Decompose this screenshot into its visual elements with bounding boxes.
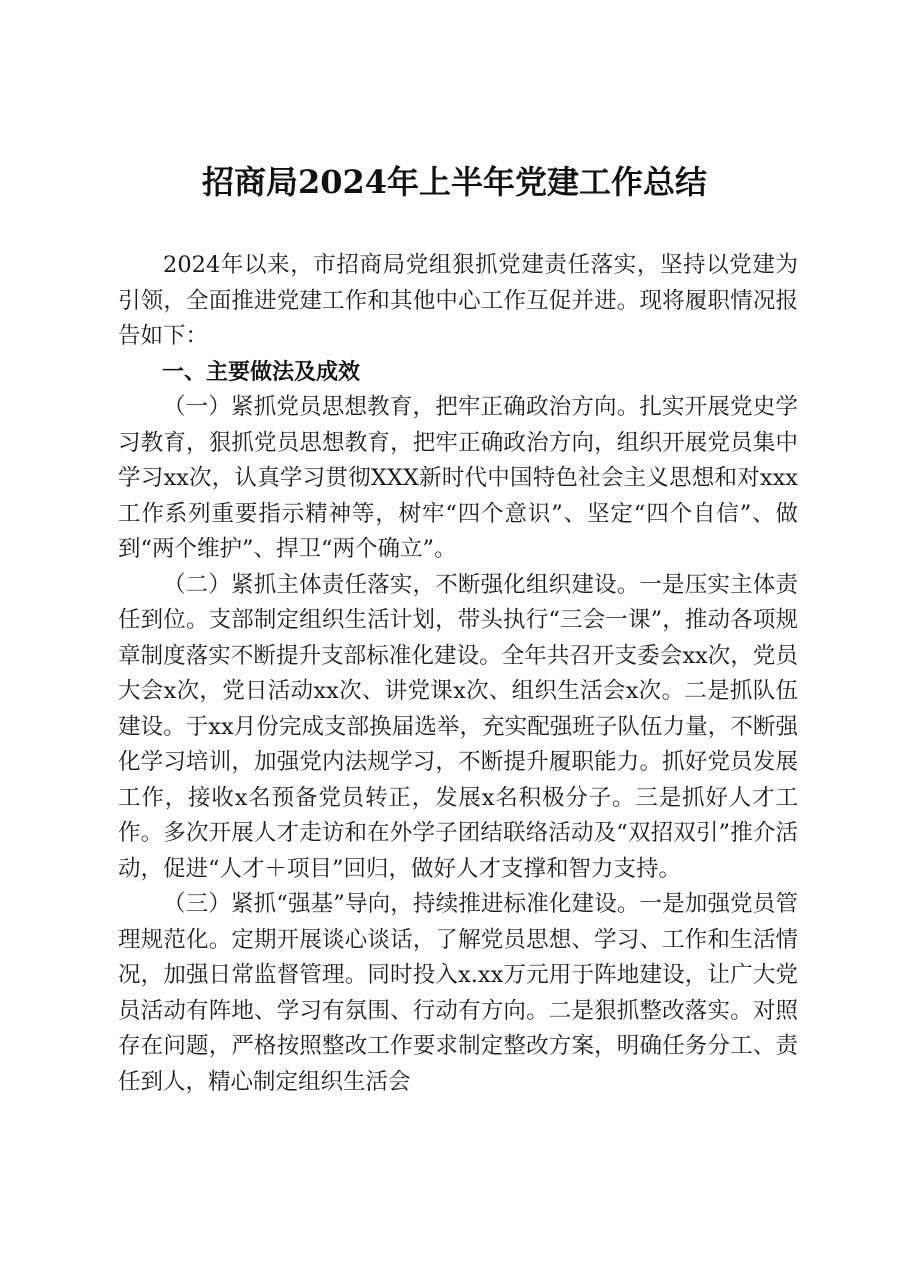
section-heading: 一、主要做法及成效 — [162, 359, 361, 385]
intro-paragraph: 2024年以来，市招商局党组狠抓党建责任落实，坚持以党建为引领，全面推进党建工作和其他中心工作互促并进。现将履职情况报告如下： — [118, 252, 798, 349]
body-paragraph: （一）紧抓党员思想教育，把牢正确政治方向。扎实开展党史学习教育，狠抓党员思想教育，把牢正确政治方向，组织开展党员集中学习xx次，认真学习贯彻XXX新时代中国特色社会主义思想和对xxx工作系列重要指示精神等，树牢“四个意识”、坚定“四个自信”、做到“两个维护”、捍卫“两个确立”。 — [118, 394, 798, 562]
body-paragraph: （二）紧抓主体责任落实，不断强化组织建设。一是压实主体责任到位。支部制定组织生活计划，带头执行“三会一课”，推动各项规章制度落实不断提升支部标准化建设。全年共召开支委会xx次，党员大会x次，党日活动xx次、讲党课x次、组织生活会x次。二是抓队伍建设。于xx月份完成支部换届选举，充实配强班子队伍力量，不断强化学习培训，加强党内法规学习，不断提升履职能力。抓好党员发展工作，接收x名预备党员转正，发展x名积极分子。三是抓好人才工作。多次开展人才走访和在外学子团结联络活动及“双招双引”推介活动，促进“人才＋项目”回归，做好人才支撑和智力支持。 — [118, 571, 798, 882]
document-title: 招商局2024年上半年党建工作总结 — [201, 163, 708, 201]
document-body — [118, 248, 798, 1100]
body-paragraph: （三）紧抓“强基”导向，持续推进标准化建设。一是加强党员管理规范化。定期开展谈心谈话，了解党员思想、学习、工作和生活情况，加强日常监督管理。同时投入x.xx万元用于阵地建设，让广大党员活动有阵地、学习有氛围、行动有方向。二是狠抓整改落实。对照存在问题，严格按照整改工作要求制定整改方案，明确任务分工、责任到人，精心制定组织生活会 — [118, 891, 798, 1095]
